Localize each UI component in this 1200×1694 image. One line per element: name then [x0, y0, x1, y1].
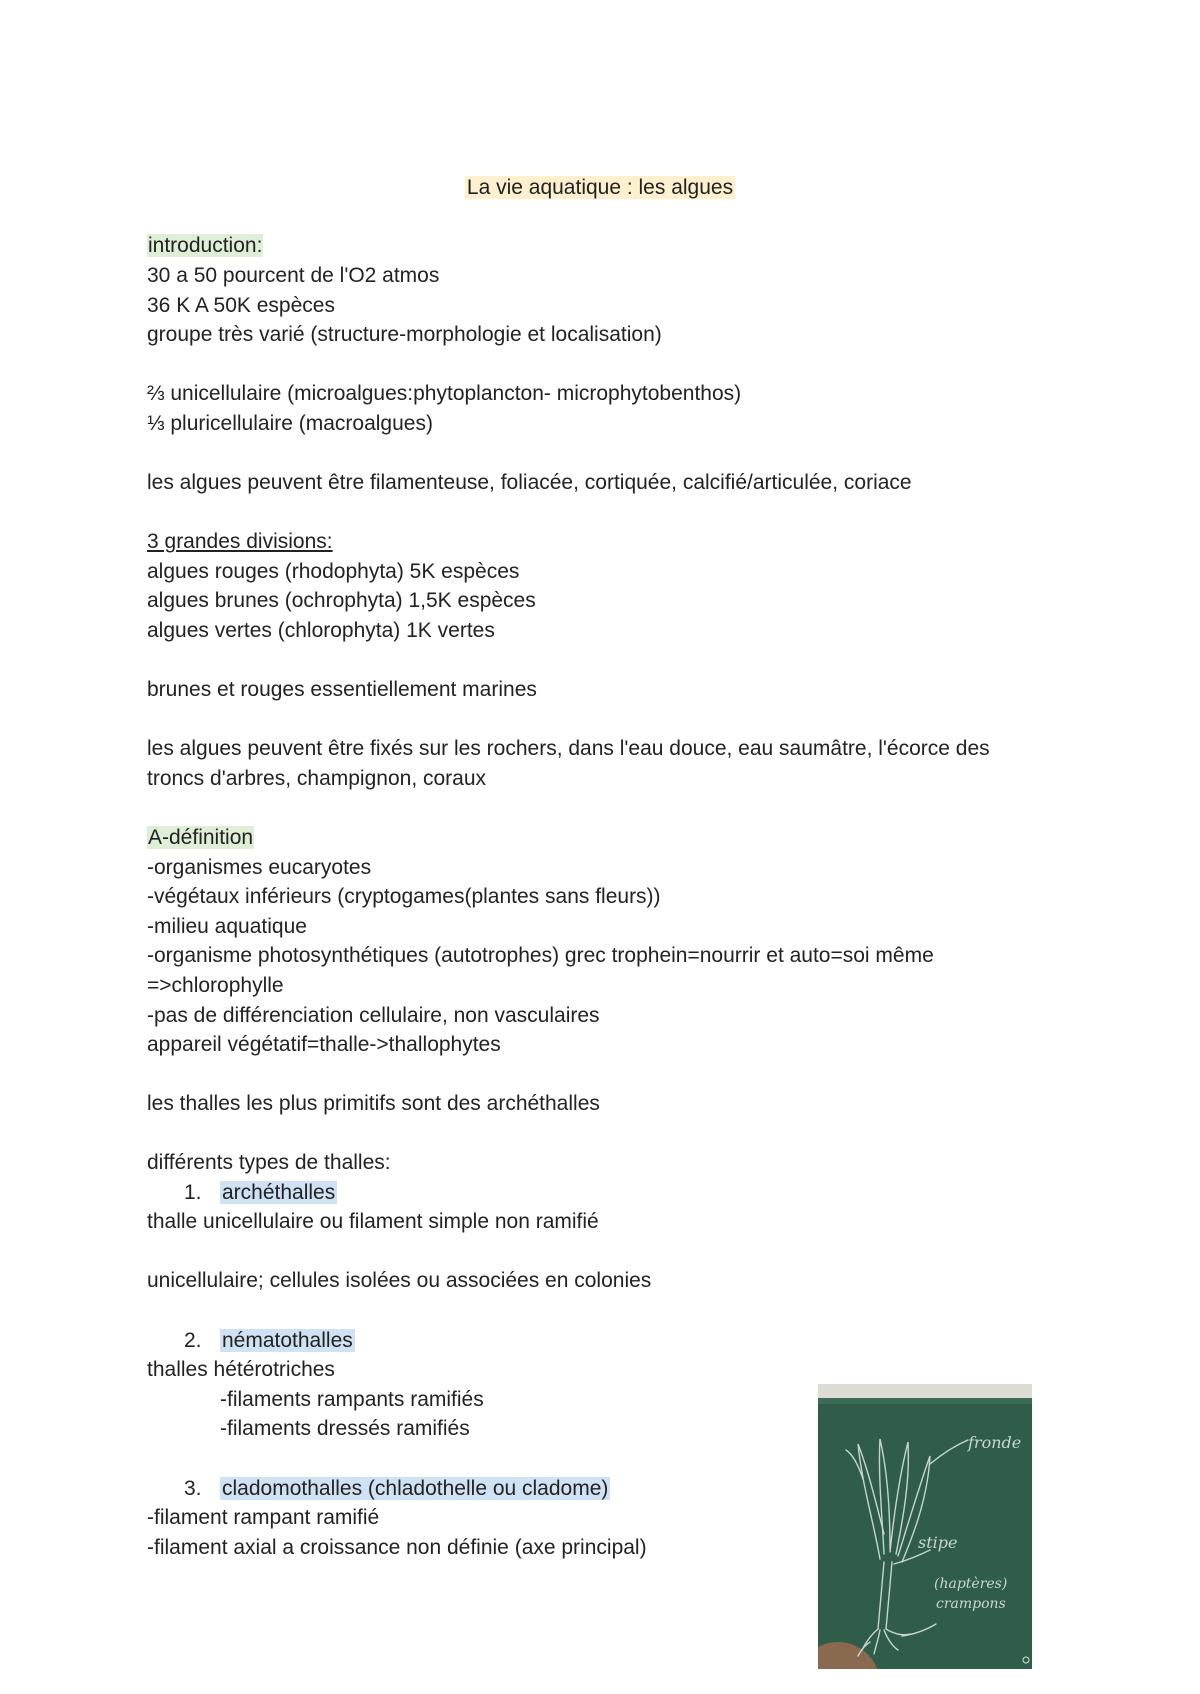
text-line: =>chlorophylle [147, 974, 284, 997]
text-line: algues brunes (ochrophyta) 1,5K espèces [147, 589, 536, 612]
photo-label-hapteres: (haptères) [934, 1576, 1008, 1592]
text-line: troncs d'arbres, champignon, coraux [147, 767, 487, 790]
text-line: -végétaux inférieurs (cryptogames(plantes sans fleurs)) [147, 885, 661, 908]
list-item-label: nématothalles [222, 1329, 353, 1352]
text-line: 36 K A 50K espèces [147, 294, 335, 317]
text-line: -organisme photosynthétiques (autotrophes) grec trophein=nourrir et auto=soi même [147, 944, 934, 967]
text-line: les thalles les plus primitifs sont des archéthalles [147, 1092, 600, 1115]
text-line: 30 a 50 pourcent de l'O2 atmos [147, 264, 440, 287]
text-line: algues rouges (rhodophyta) 5K espèces [147, 560, 520, 583]
text-line: les algues peuvent être filamenteuse, foliacée, cortiquée, calcifié/articulée, coriace [147, 471, 912, 494]
list-number: 1. [184, 1181, 202, 1204]
text-line: brunes et rouges essentiellement marines [147, 678, 537, 701]
text-line: thalle unicellulaire ou filament simple non ramifié [147, 1210, 599, 1233]
divisions-heading: 3 grandes divisions: [147, 530, 333, 553]
text-line: -milieu aquatique [147, 915, 307, 938]
text-line: -pas de différenciation cellulaire, non vasculaires [147, 1004, 600, 1027]
definition-heading: A-définition [148, 826, 254, 849]
text-line: thalles hétérotriches [147, 1358, 335, 1381]
list-number: 2. [184, 1329, 202, 1352]
page-title: La vie aquatique : les algues [466, 176, 734, 199]
text-line: -filaments dressés ramifiés [220, 1417, 470, 1440]
text-line: ⅓ pluricellulaire (macroalgues) [147, 412, 433, 435]
intro-heading: introduction: [148, 234, 263, 257]
text-line: unicellulaire; cellules isolées ou associées en colonies [147, 1269, 652, 1292]
text-line: groupe très varié (structure-morphologie et localisation) [147, 323, 662, 346]
photo-label-fronde: fronde [968, 1433, 1022, 1452]
types-heading: différents types de thalles: [147, 1151, 391, 1174]
blackboard-photo [818, 1384, 1032, 1669]
text-line: algues vertes (chlorophyta) 1K vertes [147, 619, 495, 642]
text-line: -filaments rampants ramifiés [220, 1388, 484, 1411]
text-line: les algues peuvent être fixés sur les rochers, dans l'eau douce, eau saumâtre, l'écorce des [147, 737, 990, 760]
text-line: -filament rampant ramifié [147, 1506, 380, 1529]
photo-label-stipe: stipe [918, 1533, 958, 1552]
photo-label-crampons: crampons [936, 1596, 1006, 1612]
text-line: ⅔ unicellulaire (microalgues:phytoplancton- microphytobenthos) [147, 382, 742, 405]
list-item-label: cladomothalles (chladothelle ou cladome) [222, 1477, 609, 1500]
text-line: appareil végétatif=thalle->thallophytes [147, 1033, 501, 1056]
list-number: 3. [184, 1477, 202, 1500]
list-item-label: archéthalles [222, 1181, 336, 1204]
text-line: -organismes eucaryotes [147, 856, 372, 879]
text-line: -filament axial a croissance non définie (axe principal) [147, 1536, 647, 1559]
